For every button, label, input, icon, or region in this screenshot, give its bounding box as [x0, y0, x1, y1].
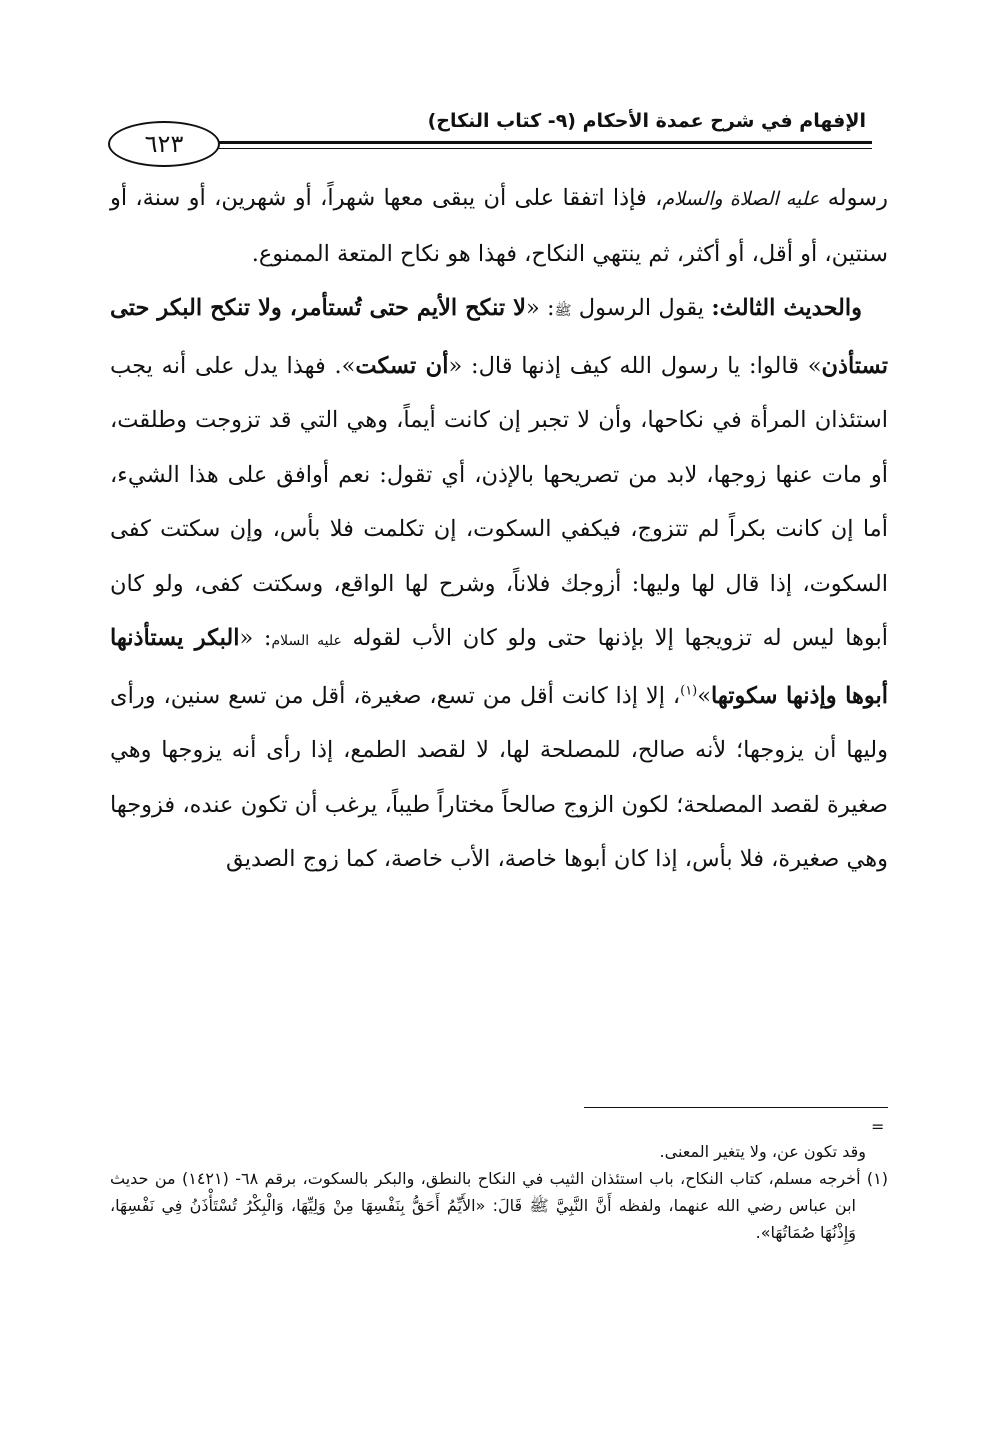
footnote-continued: وقد تكون عن، ولا يتغير المعنى.: [659, 1142, 866, 1161]
hadith-quote-2: أن تسكت: [355, 352, 449, 379]
footnotes: [110, 1138, 888, 1246]
p2-d: ». فهذا يدل على أنه يجب استئذان المرأة في نكاحها، وأن لا تجبر إن كانت أيماً، وهي التي قد تزوجت وطلقت، أو مات عنها زوجها، لابد من تصريحها بالإذن، أي تقول: نعم أوافق على هذا الشيء، أما إن كانت بكراً لم تتزوج، فيكفي السكوت، إن تكلمت فلا بأس، وإن سكتت كفى السكوت، إذا قال لها وليها: أزوجك فلاناً، وشرح لها الواقع، وسكتت كفى، ولو كان أبوها ليس له تزويجها إلا بإذنها حتى ولو كان الأب لقوله: [110, 352, 888, 651]
p2-f: »: [697, 682, 712, 709]
page-header: [0, 0, 998, 180]
hadith-heading: والحديث الثالث:: [711, 295, 862, 321]
header-rule-thick: [212, 141, 872, 144]
page-number-frame: [108, 121, 220, 167]
paragraph-1: [110, 171, 888, 281]
paragraph-2: [110, 281, 888, 887]
footnote-divider: [584, 1107, 888, 1108]
hadith-quote-1: لا تنكح الأيم حتى تُستأمر، ولا تنكح البكر حتى تستأذن: [110, 295, 889, 379]
body-text: [110, 171, 888, 887]
honorific-symbol: ﷺ: [554, 303, 572, 319]
honorific-text: عليه السلام: [271, 633, 342, 649]
p2-b: : «: [525, 295, 555, 321]
header-rule-thin: [212, 148, 872, 149]
p1-before: رسوله: [819, 185, 888, 211]
footnote-reference: (١): [680, 683, 698, 698]
p1-after: ، فإذا اتفقا على أن يبقى معها شهراً، أو شهرين، أو سنة، أو سنتين، أو أقل، أو أكثر، ثم ينتهي النكاح، فهذا هو نكاح المتعة الممنوع.: [110, 185, 888, 267]
p2-c: » قالوا: يا رسول الله كيف إذنها قال: «: [448, 352, 822, 379]
footnote-1: (١) أخرجه مسلم، كتاب النكاح، باب استئذان الثيب في النكاح بالنطق، والبكر بالسكوت، برقم ٦٨- (١٤٢١) من حديث ابن عباس رضي الله عنهما، ولفظه أَنَّ النَّبِيَّ ﷺ قَالَ: «الأَيِّمُ أَحَقُّ بِنَفْسِهَا مِنْ وَلِيِّهَا، وَالْبِكْرُ تُسْتَأْذَنُ فِي نَفْسِهَا، وَإِذْنُهَا صُمَاتُهَا».: [110, 1169, 888, 1242]
hadith-quote-3: البكر يستأذنها أبوها وإذنها سكوتها: [110, 625, 888, 709]
continuation-mark: =: [871, 1117, 885, 1136]
p2-g: ، إلا إذا كانت أقل من تسع، صغيرة، أقل من تسع سنين، ورأى وليها أن يزوجها؛ لأنه صالح، للمصلحة لها، لا لقصد الطمع، إذا رأى أنه يزوجها وهي صغيرة لقصد المصلحة؛ لكون الزوج صالحاً مختاراً طيباً، يرغب أن تكون عنده، فزوجها وهي صغيرة، فلا بأس، إذا كان أبوها خاصة، الأب خاصة، كما زوج الصديق: [110, 682, 888, 872]
p2-a: يقول الرسول: [571, 295, 712, 321]
running-title: الإفهام في شرح عمدة الأحكام (٩- كتاب النكاح): [427, 110, 866, 132]
p2-e: : «: [239, 625, 272, 651]
page-number: ٦٢٣: [144, 130, 184, 158]
salutation-text: عليه الصلاة والسلام: [662, 188, 820, 210]
